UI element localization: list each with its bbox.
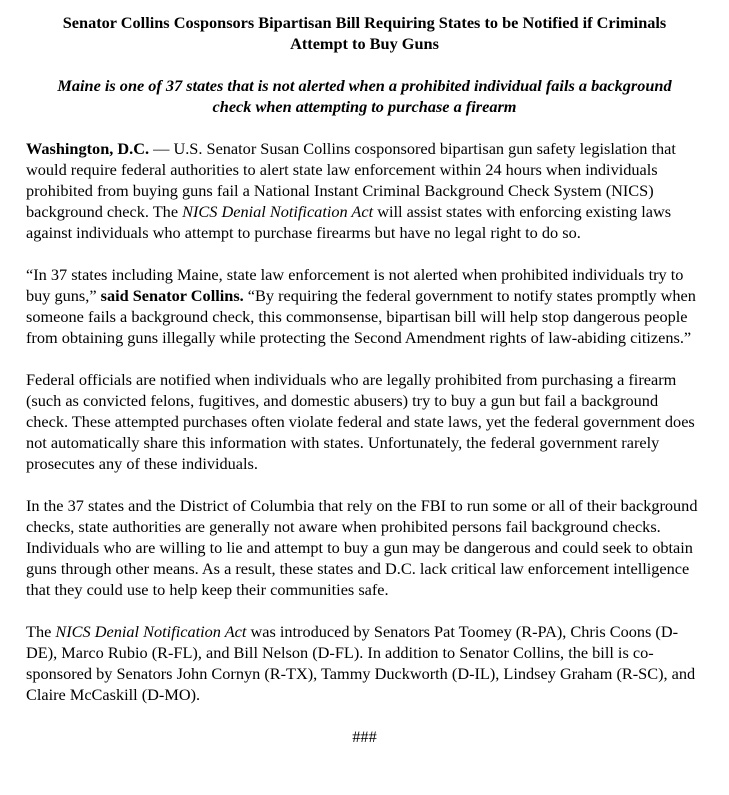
paragraph-4: In the 37 states and the District of Columbia that rely on the FBI to run some or all of their background checks, state authorities are generally not aware when prohibited persons fail background checks. Individuals who are willing to lie and attempt to buy a gun may be dangerous and could seek to obtain guns through other means. As a result, these states and D.C. lack critical law enforcement intelligence that they could use to help keep their communities safe. xyxy=(26,496,698,599)
dateline: Washington, D.C. xyxy=(26,139,150,158)
paragraph-1 xyxy=(26,138,703,243)
act-name: NICS Denial Notification Act xyxy=(182,202,374,221)
paragraph-5-text-a: The xyxy=(26,622,56,641)
paragraph-5 xyxy=(26,621,703,705)
paragraph-2 xyxy=(26,264,703,348)
headline: Senator Collins Cosponsors Bipartisan Bill Requiring States to be Notified if Criminals Attempt to Buy Guns xyxy=(62,13,667,53)
subheadline: Maine is one of 37 states that is not alerted when a prohibited individual fails a background check when attempting to purchase a firearm xyxy=(57,76,672,116)
paragraph-2-text-b: “By requiring the federal government to notify states promptly when someone fails a background check, this commonsense, bipartisan bill will help stop dangerous people from obtaining guns illegally while protecting the Second Amendment rights of law-abiding citizens.” xyxy=(26,286,696,347)
speaker-attribution: said Senator Collins. xyxy=(100,286,244,305)
end-mark: ### xyxy=(352,727,377,746)
paragraph-3: Federal officials are notified when individuals who are legally prohibited from purchasing a firearm (such as convicted felons, fugitives, and domestic abusers) try to buy a gun but fail a background check. These attempted purchases often violate federal and state laws, yet the federal government does not automatically share this information with states. Unfortunately, the federal government rarely prosecutes any of these individuals. xyxy=(26,370,695,473)
paragraph-1-text-b: will assist states with enforcing existing laws against individuals who attempt to purchase firearms but have no legal right to do so. xyxy=(26,202,672,242)
act-name: NICS Denial Notification Act xyxy=(55,622,247,641)
paragraph-5-text-b: was introduced by Senators Pat Toomey (R-PA), Chris Coons (D-DE), Marco Rubio (R-FL), and Bill Nelson (D-FL). In addition to Senator Collins, the bill is co-sponsored by Senators John Cornyn (R-TX), Tammy Duckworth (D-IL), Lindsey Graham (R-SC), and Claire McCaskill (D-MO). xyxy=(26,622,696,704)
paragraph-1-text-a: — U.S. Senator Susan Collins cosponsored bipartisan gun safety legislation that would require federal authorities to alert state law enforcement within 24 hours when individuals prohibited from buying guns fail a National Instant Criminal Background Check System (NICS) background check. The xyxy=(26,139,676,221)
paragraph-2-text-a: “In 37 states including Maine, state law enforcement is not alerted when prohibited individuals try to buy guns,” xyxy=(26,265,684,305)
